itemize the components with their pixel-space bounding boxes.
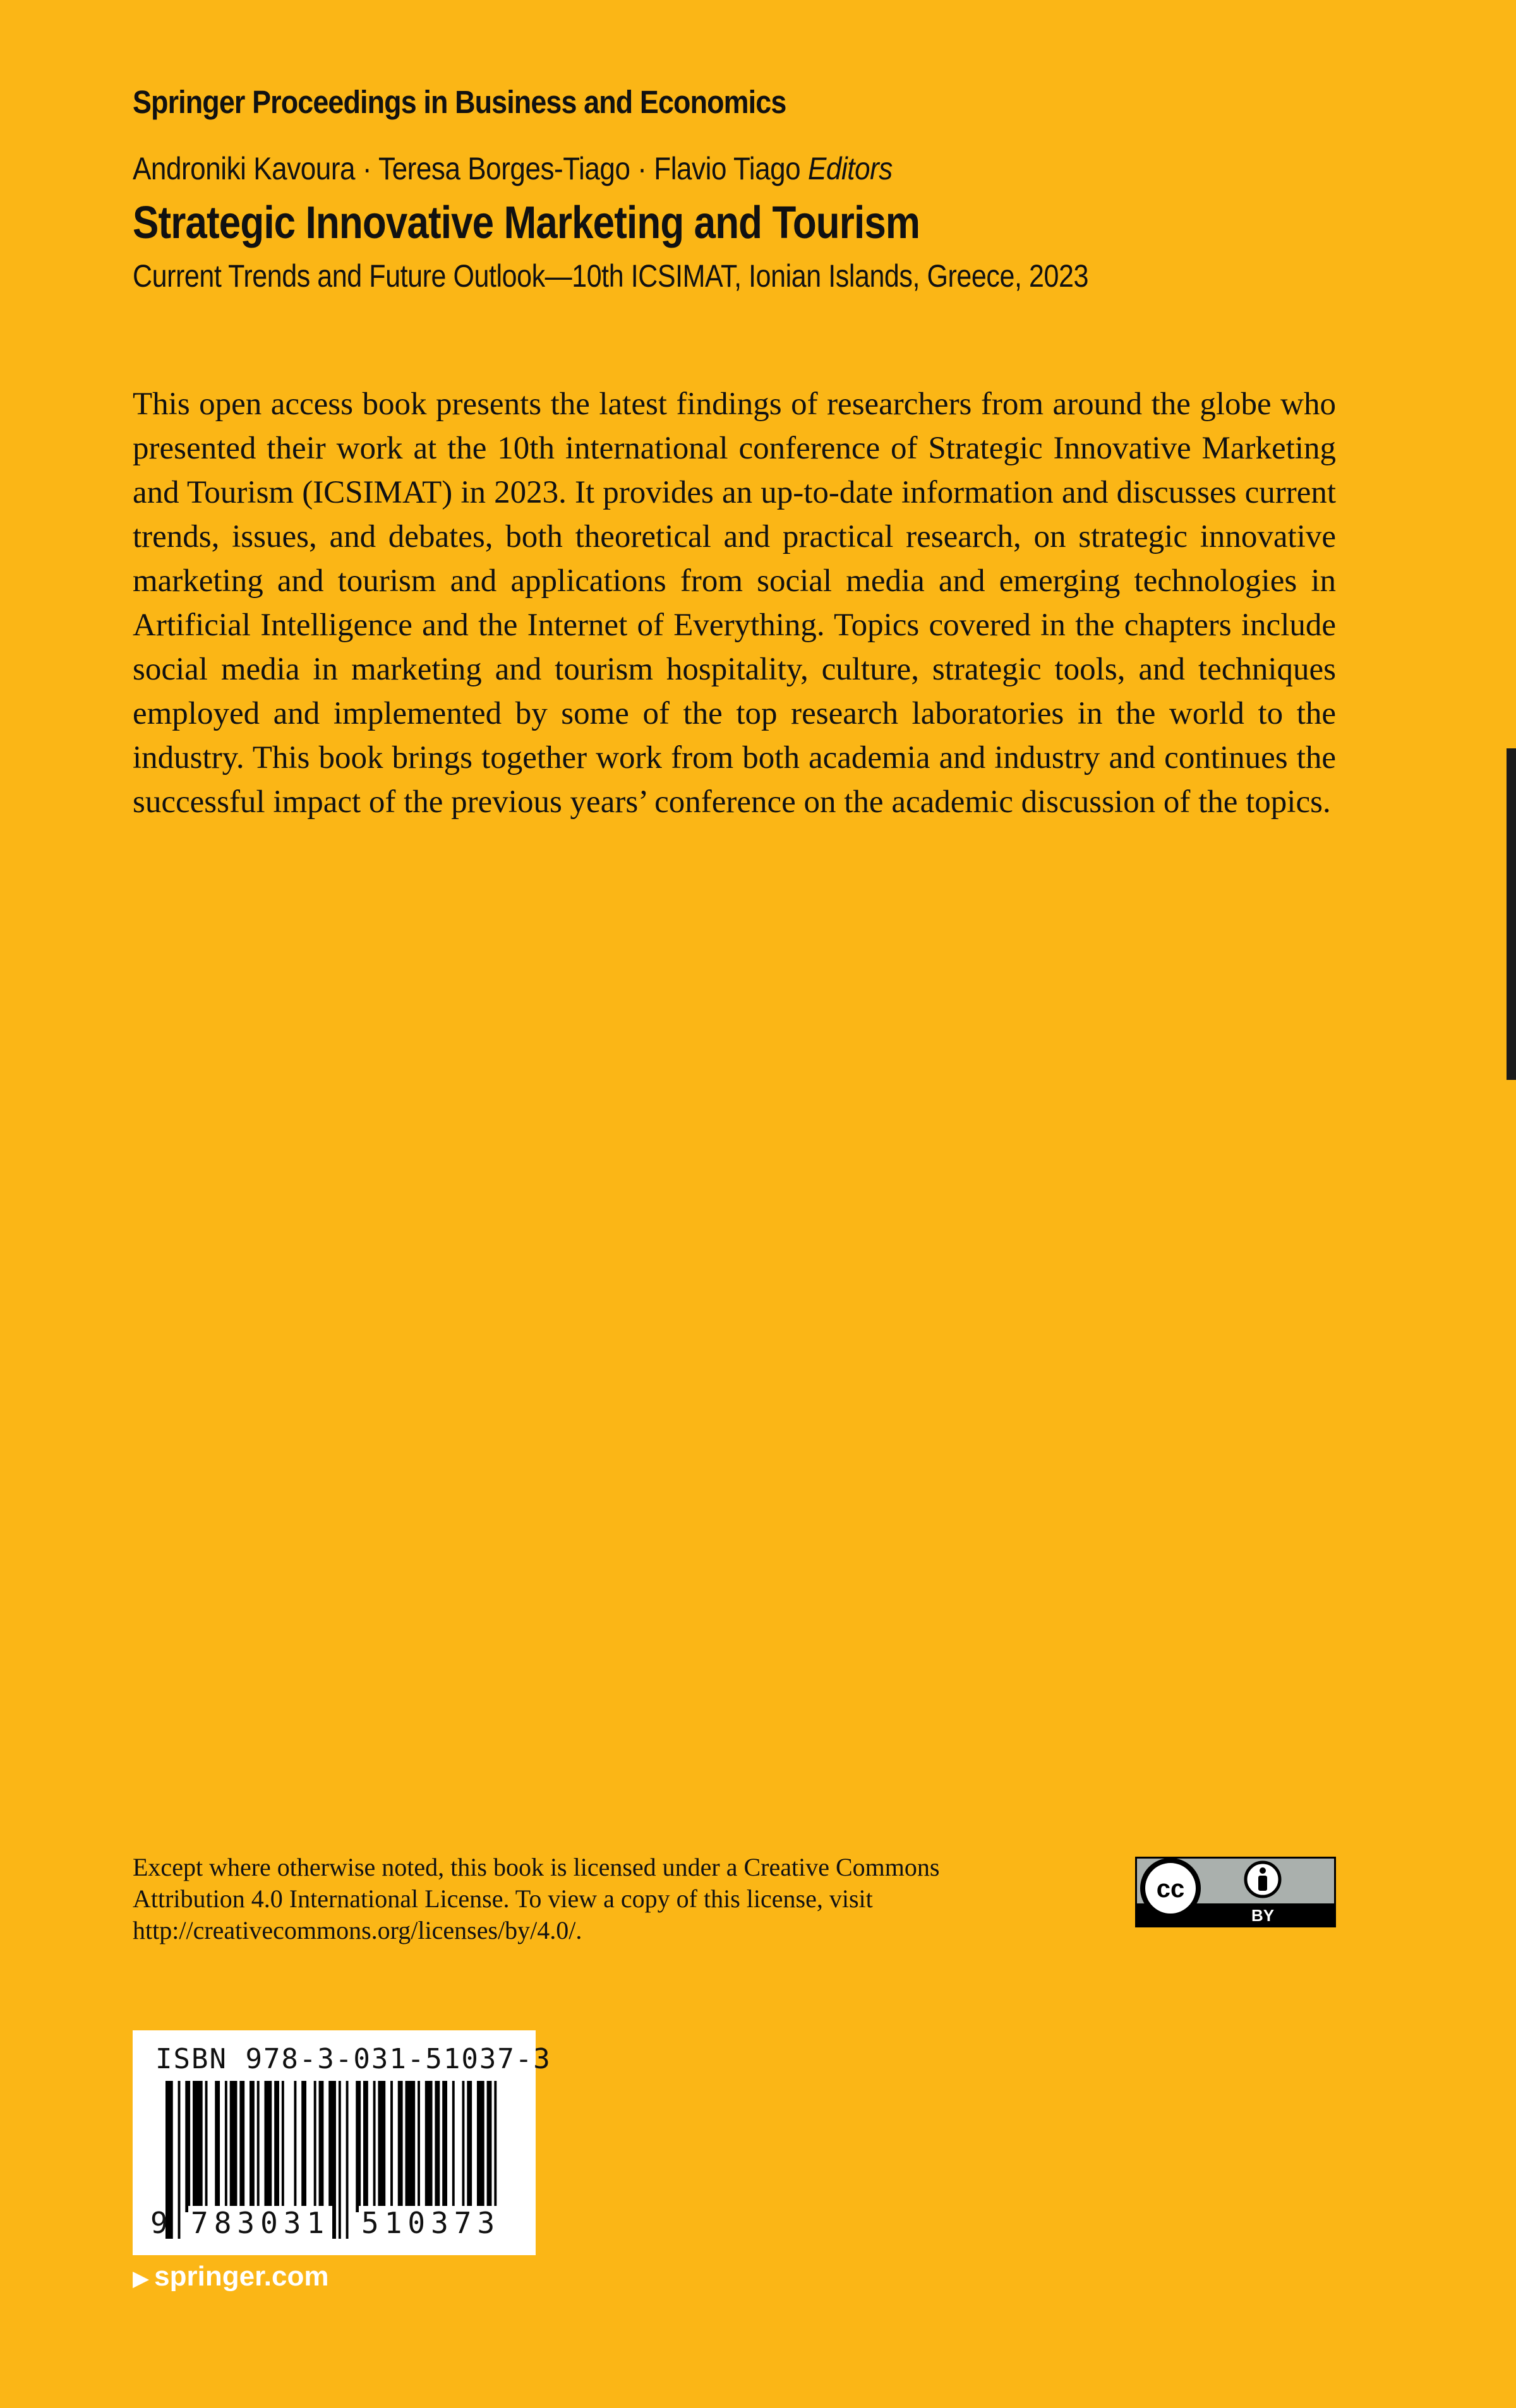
barcode-bar: [319, 2081, 324, 2212]
barcode-bar: [282, 2081, 284, 2212]
barcode-bar: [257, 2081, 260, 2212]
edge-mark: [1507, 748, 1516, 1080]
barcode-bar: [373, 2081, 376, 2212]
barcode-digit-group: 510373: [359, 2206, 503, 2240]
barcode-bar: [390, 2081, 393, 2212]
editor-names: Androniki Kavoura · Teresa Borges-Tiago · Flavio Tiago: [133, 151, 801, 186]
springer-website-label: springer.com: [154, 2261, 329, 2292]
barcode-bar: [418, 2081, 420, 2212]
isbn-number: ISBN 978-3-031-51037-3: [155, 2043, 551, 2075]
barcode-digits: [150, 2206, 529, 2244]
by-badge-label: BY: [1251, 1906, 1275, 1925]
barcode-bar: [435, 2081, 440, 2212]
barcode-bar: [462, 2081, 464, 2212]
editors-role: Editors: [808, 151, 893, 186]
barcode-bar: [378, 2081, 385, 2212]
barcode-bar: [250, 2081, 255, 2212]
barcode-bar: [301, 2081, 306, 2212]
barcode-bar: [225, 2081, 227, 2212]
barcode-bar: [215, 2081, 220, 2212]
springer-website-link[interactable]: [133, 2261, 328, 2292]
book-title: Strategic Innovative Marketing and Tourism: [133, 198, 920, 248]
barcode-digit-group: 783031: [188, 2206, 332, 2240]
series-title: Springer Proceedings in Business and Economics: [133, 84, 786, 120]
barcode-bar: [398, 2081, 403, 2212]
barcode-bar: [356, 2081, 361, 2212]
barcode-bar: [265, 2081, 272, 2212]
barcode-bar: [363, 2081, 368, 2212]
creative-commons-by-icon[interactable]: [1135, 1857, 1336, 1927]
barcode-first-digit: 9: [150, 2206, 168, 2240]
barcode-bar: [205, 2081, 208, 2212]
barcode-bar: [185, 2081, 190, 2212]
barcode-bar: [477, 2081, 484, 2212]
barcode-bar: [406, 2081, 416, 2212]
barcode-bar: [467, 2081, 472, 2212]
barcode-bar: [193, 2081, 203, 2212]
barcode-bar: [294, 2081, 296, 2212]
barcode-panel: [133, 2030, 551, 2255]
barcode-bar: [274, 2081, 279, 2212]
license-notice: Except where otherwise noted, this book is licensed under a Creative Commons Attribution 4.0 International License. To view a copy of this license, visit http://creativecommons.org/licenses/by/4.0/.: [133, 1853, 940, 1944]
play-arrow-icon: ▶: [133, 2267, 150, 2291]
barcode-bar: [314, 2081, 316, 2212]
barcode-bar: [239, 2081, 244, 2212]
editors-line: [133, 150, 893, 187]
book-description: This open access book presents the latest findings of researchers from around the globe who presented their work at the 10th international conference of Strategic Innovative Marketing and Tourism (ICSIMAT) in 2023. It provides an up-to-date information and discusses current trends, issues, and debates, both theoretical and practical research, on strategic innovative marketing and tourism and applications from social media and emerging technologies in Artificial Intelligence and the Internet of Everything. Topics covered in the chapters include social media in marketing and tourism hospitality, culture, strategic tools, and techniques employed and implemented by some of the top research laboratories in the world to the industry. This book brings together work from both academia and industry and continues the successful impact of the previous years’ conference on the academic discussion of the topics.: [133, 386, 1336, 820]
cc-badge-label: cc: [1156, 1875, 1185, 1903]
barcode-bar: [452, 2081, 455, 2212]
barcode-bar: [425, 2081, 433, 2212]
book-subtitle: Current Trends and Future Outlook—10th ICSIMAT, Ionian Islands, Greece, 2023: [133, 258, 1088, 294]
barcode-bar: [230, 2081, 238, 2212]
barcode-bar: [442, 2081, 447, 2212]
